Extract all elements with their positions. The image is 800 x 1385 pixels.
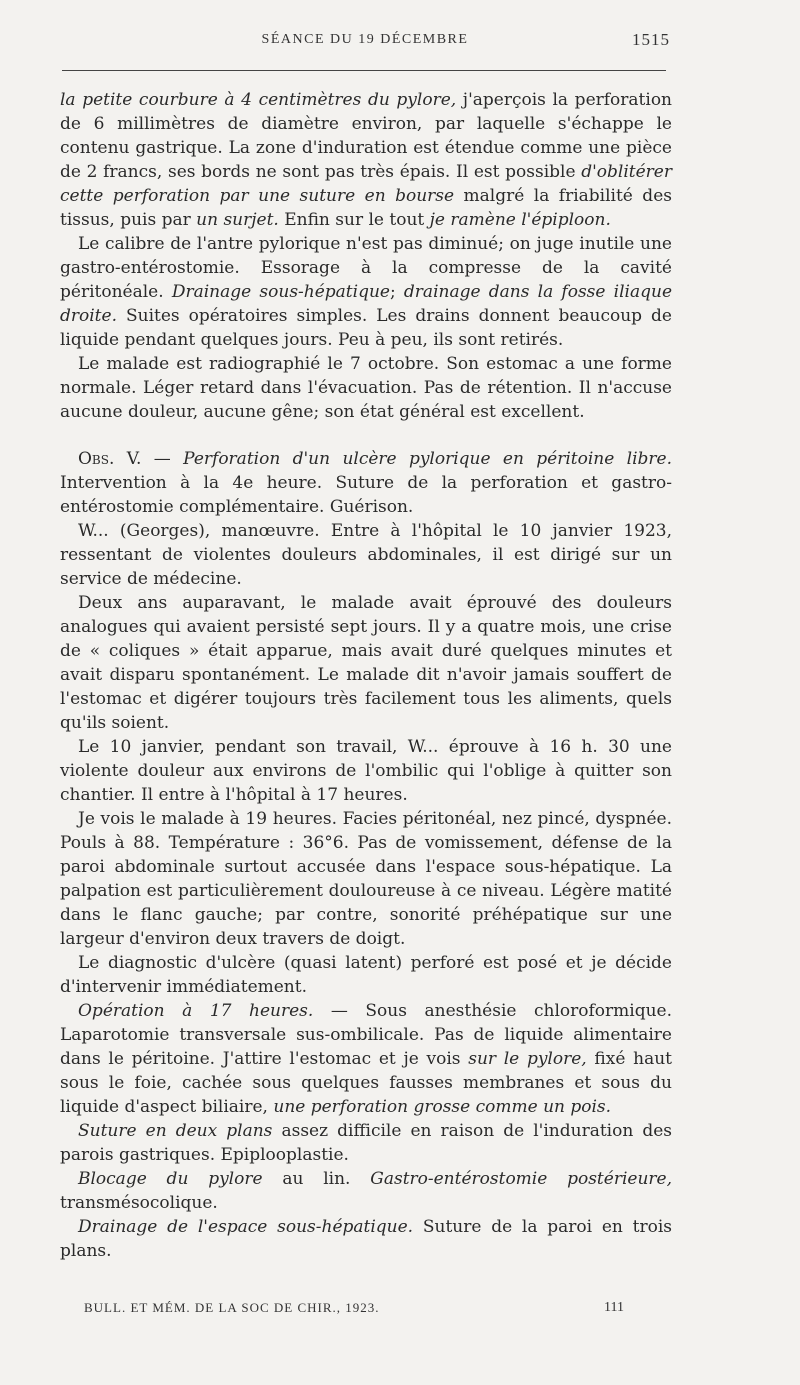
text-run: au lin. <box>262 1169 371 1189</box>
italic-run: je ramène l'épiploon. <box>429 210 611 230</box>
italic-run: Drainage de l'espace sous-hépatique. <box>78 1217 414 1237</box>
italic-run: un surjet. <box>196 210 279 230</box>
paragraph <box>60 1167 672 1215</box>
italic-run: sur le pylore, <box>468 1049 587 1069</box>
italic-run: Suture en deux plans <box>78 1121 273 1141</box>
observation-label: Obs. V. <box>78 449 142 469</box>
text-run: Enfin sur le tout <box>278 210 430 230</box>
text-run: Suture de la paroi en trois plans. <box>60 1217 672 1261</box>
text-run: malgré la friabilité des tissus, puis par <box>60 186 672 230</box>
paragraph: Je vois le malade à 19 heures. Facies péritonéal, nez pincé, dyspnée. Pouls à 88. Température : 36°6. Pas de vomissement, défense de la paroi abdominale surtout accusée dans l'espace sous-hépatique. La palpation est particulièrement douloureuse à ce niveau. Légère matité dans le flanc gauche; par contre, sonorité préhépatique sur une largeur d'environ deux travers de doigt. <box>60 809 672 949</box>
text-run: — Sous anesthésie chloroformique. Laparotomie transversale sus-ombilicale. Pas de liquide alimentaire dans le péritoine. J'attire l'estomac et je vois <box>60 1001 672 1069</box>
text-run: assez difficile en raison de l'induration des parois gastriques. Epiplooplastie. <box>60 1121 673 1165</box>
italic-run: Drainage sous-hépatique <box>171 282 390 302</box>
paragraph: Le malade est radiographié le 7 octobre. Son estomac a une forme normale. Léger retard dans l'évacuation. Pas de rétention. Il n'accuse aucune douleur, aucune gêne; son état général est excellent. <box>60 354 672 422</box>
text-run: — <box>141 449 184 469</box>
body-text <box>60 88 672 1263</box>
paragraph <box>60 999 672 1119</box>
observation-heading <box>60 447 672 519</box>
italic-run: Blocage du pylore <box>78 1169 263 1189</box>
paragraph: W... (Georges), manœuvre. Entre à l'hôpital le 10 janvier 1923, ressentant de violentes douleurs abdominales, il est dirigé sur un service de médecine. <box>60 521 672 589</box>
footer-journal: BULL. ET MÉM. DE LA SOC DE CHIR., 1923. <box>84 1300 380 1315</box>
page-header <box>60 28 670 62</box>
page-footer <box>84 1300 624 1324</box>
paragraph <box>60 1119 672 1167</box>
paragraph: Le 10 janvier, pendant son travail, W... éprouve à 16 h. 30 une violente douleur aux environs de l'ombilic qui l'oblige à quitter son chantier. Il entre à l'hôpital à 17 heures. <box>60 737 672 805</box>
text-run: Le calibre de l'antre pylorique n'est pas diminué; on juge inutile une gastro-entérostomie. Essorage à la compresse de la cavité péritonéale. <box>60 234 672 302</box>
italic-run: Opération à 17 heures. <box>78 1001 314 1021</box>
text-run: j'aperçois la perforation de 6 millimètres de diamètre environ, par laquelle s'échappe le contenu gastrique. La zone d'induration est étendue comme une pièce de 2 francs, ses bords ne sont pas très épais. Il est possible <box>60 90 672 182</box>
italic-run: la petite courbure à 4 centimètres du pylore, <box>60 90 457 110</box>
running-title: SÉANCE DU 19 DÉCEMBRE <box>261 32 469 47</box>
paragraph <box>60 1215 672 1263</box>
observation-title: Perforation d'un ulcère pylorique en péritoine libre. <box>183 449 673 469</box>
text-run: transmésocolique. <box>60 1193 218 1213</box>
italic-run: d'oblitérer cette perforation par une suture en bourse <box>60 162 672 206</box>
paragraph-continuation <box>60 88 672 232</box>
italic-run: une perforation grosse comme un pois. <box>273 1097 612 1117</box>
text-run: Intervention à la 4e heure. Suture de la perforation et gastro-entérostomie complémentaire. Guérison. <box>60 473 672 517</box>
page-number: 1515 <box>632 30 670 49</box>
paragraph <box>60 232 672 352</box>
footer-sheet-number: 111 <box>604 1300 624 1315</box>
text-run: ; <box>389 282 404 302</box>
italic-run: drainage dans la fosse iliaque droite. <box>60 282 673 326</box>
text-run: Suites opératoires simples. Les drains donnent beaucoup de liquide pendant quelques jours. Peu à peu, ils sont retirés. <box>60 306 672 350</box>
italic-run: Gastro-entérostomie postérieure, <box>370 1169 672 1189</box>
text-run: fixé haut sous le foie, cachée sous quelques fausses membranes et sous du liquide d'aspect biliaire, <box>60 1049 672 1117</box>
header-rule <box>62 70 666 71</box>
paragraph: Le diagnostic d'ulcère (quasi latent) perforé est posé et je décide d'intervenir immédiatement. <box>60 953 672 997</box>
paragraph: Deux ans auparavant, le malade avait éprouvé des douleurs analogues qui avaient persisté sept jours. Il y a quatre mois, une crise de « coliques » était apparue, mais avait duré quelques minutes et avait disparu spontanément. Le malade dit n'avoir jamais souffert de l'estomac et digérer toujours très facilement tous les aliments, quels qu'ils soient. <box>60 593 672 733</box>
